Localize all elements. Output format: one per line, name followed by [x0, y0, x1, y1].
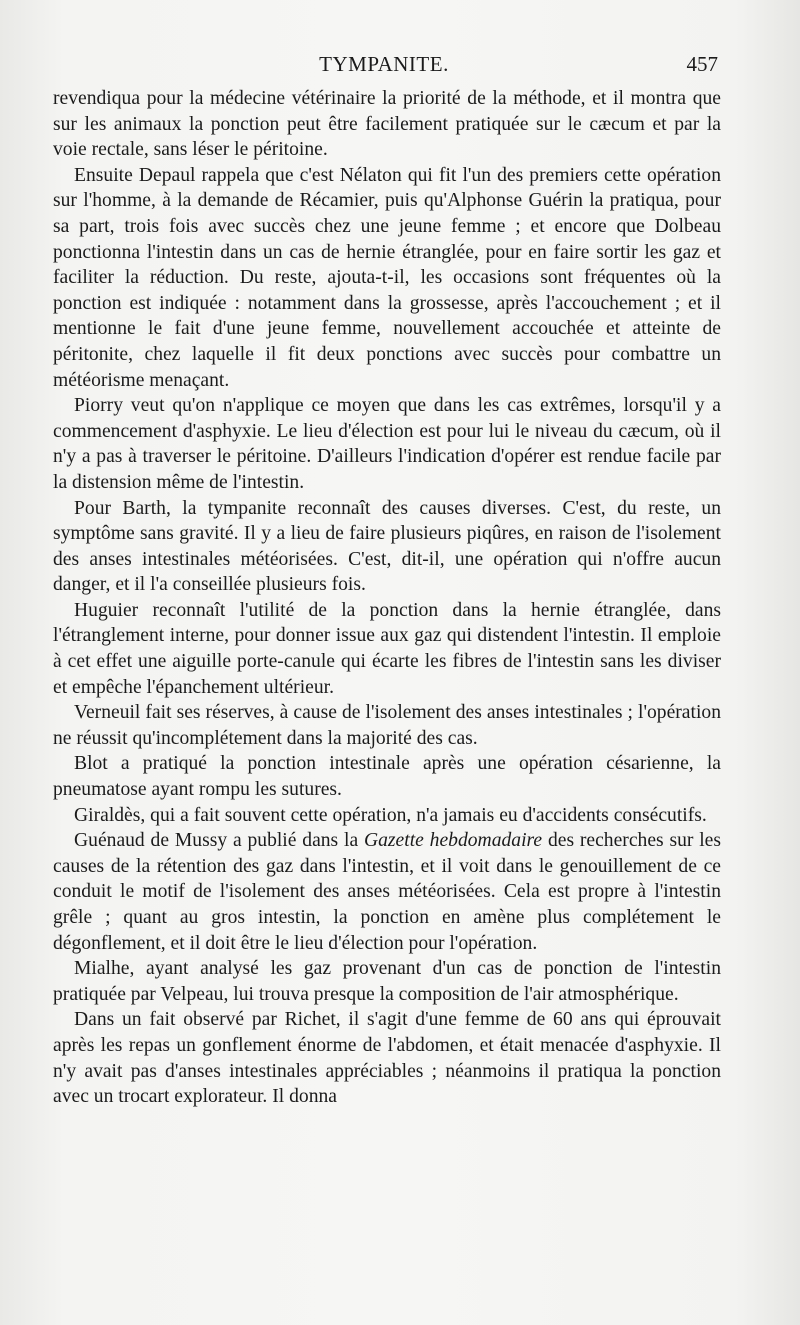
paragraph-text: des recherches sur les causes de la rétention des gaz dans l'intestin, et il voit dans le genouillement de ce conduit le motif de l'isolement des anses météorisées. Cela est propre à l'intestin grêle ; quant au gros intestin, la ponction en amène plus complétement le dégonflement, et il doit être le lieu d'élection pour l'opération. [53, 830, 721, 954]
body-text [53, 86, 721, 1110]
paragraph: Giraldès, qui a fait souvent cette opération, n'a jamais eu d'accidents consécutifs. [74, 804, 707, 826]
paragraph: Dans un fait observé par Richet, il s'agit d'une femme de 60 ans qui éprouvait après les repas un gonflement énorme de l'abdomen, et était menacée d'asphyxie. Il n'y avait pas d'anses intestinales appréciables ; néanmoins il pratiqua la ponction avec un trocart explorateur. Il donna [53, 1009, 721, 1108]
paragraph [53, 828, 721, 956]
page-number: 457 [686, 52, 718, 76]
running-title: TYMPANITE. [319, 52, 449, 76]
paragraph: Huguier reconnaît l'utilité de la ponction dans la hernie étranglée, dans l'étranglement interne, pour donner issue aux gaz qui distendent l'intestin. Il emploie à cet effet une aiguille porte-canule qui écarte les fibres de l'intestin sans les diviser et empêche l'épanchement ultérieur. [53, 599, 721, 698]
journal-title: Gazette hebdomadaire [363, 830, 543, 852]
paragraph: revendiqua pour la médecine vétérinaire la priorité de la méthode, et il montra que sur les animaux la ponction peut être facilement pratiquée sur le cæcum et par la voie rectale, sans léser le péritoine. [53, 88, 721, 161]
paragraph: Piorry veut qu'on n'applique ce moyen que dans les cas extrêmes, lorsqu'il y a commencement d'asphyxie. Le lieu d'élection est pour lui le niveau du cæcum, où il n'y a pas à traverser le péritoine. D'ailleurs l'indication d'opérer est rendue facile par la distension même de l'intestin. [53, 395, 721, 493]
paragraph: Blot a pratiqué la ponction intestinale après une opération césarienne, la pneumatose ayant rompu les sutures. [53, 753, 721, 801]
page-header [50, 52, 718, 80]
paragraph: Verneuil fait ses réserves, à cause de l'isolement des anses intestinales ; l'opération ne réussit qu'incomplétement dans la majorité des cas. [53, 702, 721, 749]
paragraph: Ensuite Depaul rappela que c'est Nélaton qui fit l'un des premiers cette opération sur l'homme, à la demande de Récamier, puis qu'Alphonse Guérin la pratiqua, pour sa part, trois fois avec succès chez une jeune femme ; et encore que Dolbeau ponctionna l'intestin dans un cas de hernie étranglée, pour en faire sortir les gaz et faciliter la réduction. Du reste, ajouta-t-il, les occasions sont fréquentes où la ponction est indiquée : notamment dans la grossesse, après l'accouchement ; et il mentionne le fait d'une jeune femme, nouvellement accouchée et atteinte de péritonite, chez laquelle il fit deux ponctions avec succès pour combattre un météorisme menaçant. [53, 164, 721, 391]
paragraph-text: Guénaud de Mussy a publié dans la [74, 830, 364, 852]
paragraph: Pour Barth, la tympanite reconnaît des causes diverses. C'est, du reste, un symptôme sans gravité. Il y a lieu de faire plusieurs piqûres, en raison de l'isolement des anses intestinales météorisées. C'est, dit-il, une opération qui n'offre aucun danger, et il l'a conseillée plusieurs fois. [53, 497, 721, 596]
paragraph: Mialhe, ayant analysé les gaz provenant d'un cas de ponction de l'intestin pratiquée par Velpeau, lui trouva presque la composition de l'air atmosphérique. [53, 958, 721, 1005]
